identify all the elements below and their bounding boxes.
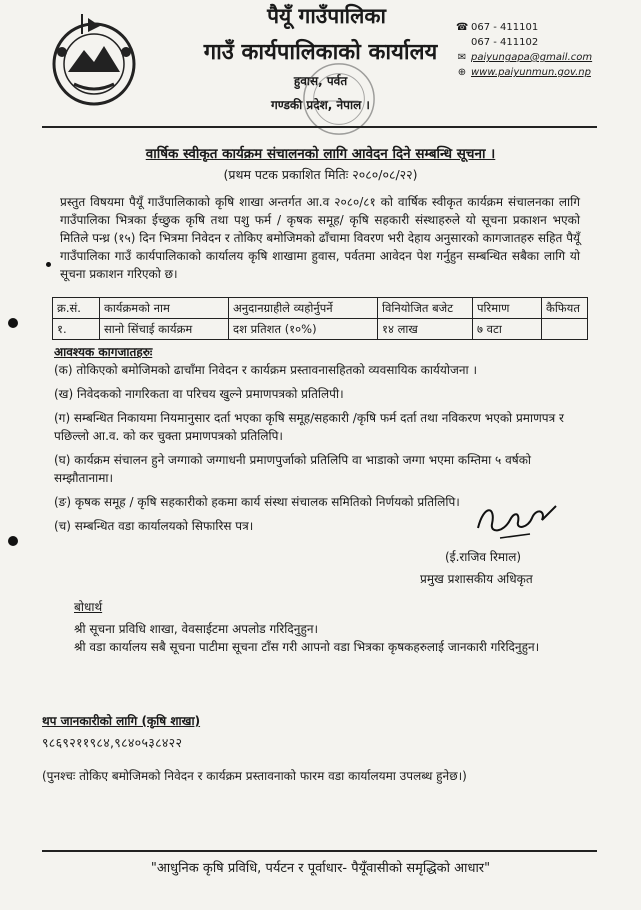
information-heading: बोधार्थ [74, 600, 103, 614]
phone-row [456, 20, 592, 35]
list-item: (क) तोकिएको बमोजिमको ढाचाँमा निवेदन र कार्यक्रम प्रस्तावनासहितको व्यवसायिक कार्ययोजना । [54, 363, 477, 377]
contact-block [456, 20, 592, 80]
municipality-name: पैयूँ गाउँपालिका [267, 4, 386, 28]
hole-punch-mark [46, 262, 51, 267]
cell-share: दश प्रतिशत (१०%) [229, 319, 378, 340]
col-header-budget: विनियोजित बजेट [378, 298, 473, 319]
list-item: (ख) निवेदकको नागरिकता वा परिचय खुल्ने प्रमाणपत्रको प्रतिलिपी। [54, 387, 344, 401]
program-table [52, 297, 588, 340]
phone-icon: ☎ [456, 22, 469, 33]
col-header-quantity: परिमाण [473, 298, 542, 319]
globe-icon: ⊕ [457, 67, 467, 78]
list-item: (च) सम्बन्धित वडा कार्यालयको सिफारिस पत्र। [54, 519, 254, 533]
col-header-program: कार्यक्रमको नाम [100, 298, 229, 319]
cell-program: सानो सिंचाई कार्यक्रम [100, 319, 229, 340]
office-name: गाउँ कार्यपालिकाको कार्यालय [203, 40, 438, 65]
table-header-row [53, 298, 588, 319]
handwritten-signature [470, 498, 560, 542]
cell-budget: १४ लाख [378, 319, 473, 340]
website-link[interactable]: www.paiyunmun.gov.np [471, 67, 591, 78]
list-item: श्री सूचना प्रविधि शाखा, वेवसाईटमा अपलोड गरिदिनुहुन। [74, 622, 319, 636]
header-divider [42, 126, 597, 128]
information-list [74, 620, 594, 656]
documents-heading: आवश्यक कागजातहरुः [54, 345, 153, 359]
publication-date: (प्रथम पटक प्रकाशित मितिः २०८०/०८/२२) [223, 167, 418, 182]
hole-punch-mark [8, 318, 18, 328]
contact-heading: थप जानकारीको लागि (कृषि शाखा) [42, 714, 201, 728]
postscript-note: (पुनश्चः तोकिए बमोजिमको निवेदन र कार्यक्रम प्रस्तावनाको फारम वडा कार्यालयमा उपलब्ध हुनेछ।) [42, 769, 467, 783]
col-header-share: अनुदानग्राहीले व्यहोर्नुपर्ने [229, 298, 378, 319]
contact-phones: ९८६९२११९८४,९८४०५३८४२२ [42, 735, 183, 750]
notice-body: प्रस्तुत विषयमा पैयूँ गाउँपालिकाको कृषि शाखा अन्तर्गत आ.व २०८०/८१ को वार्षिक स्वीकृत कार्यक्रम संचालनका लागि गाउँपालिका भित्रका ईच्छुक कृषि तथा पशु फर्म / कृषक समूह/ कृषि सहकारी संस्थाहरुले यो सूचना प्रकाशन भएको मितिले पन्ध्र (१५) दिन भित्रमा निवेदन र तोकिए बमोजिमको ढाँचामा विवरण भरी देहाय अनुसारको कागजातहरु सहित पैयूँ गाउँपालिका गाउँ कार्यपालिकाको कार्यालय कृषि शाखामा हुवास, पर्वतमा आवेदन पेश गर्नुहुन सम्बन्धित सबैका लागि यो सूचना प्रकाशन गरिएको छ। [60, 195, 580, 281]
phone-1: 067 - 411101 [471, 22, 539, 33]
col-header-sn: क्र.सं. [53, 298, 100, 319]
list-item: (ङ) कृषक समूह / कृषि सहकारीको हकमा कार्य संस्था संचालक समितिको निर्णयको प्रतिलिपि। [54, 495, 460, 509]
cell-sn: १. [53, 319, 100, 340]
col-header-remarks: कैफियत [542, 298, 588, 319]
cell-remarks [542, 319, 588, 340]
footer-slogan: "आधुनिक कृषि प्रविधि, पर्यटन र पूर्वाधार- पैयूँवासीको समृद्धिको आधार" [150, 861, 491, 876]
website-row [456, 65, 592, 80]
office-address: हुवास, पर्वत [293, 74, 348, 88]
cell-quantity: ७ वटा [473, 319, 542, 340]
list-item: श्री वडा कार्यालय सबै सूचना पाटीमा सूचना टाँस गरी आपनो वडा भित्रका कृषकहरुलाई जानकारी गरिदिनुहुन। [74, 640, 540, 654]
list-item: (घ) कार्यक्रम संचालन हुने जग्गाको जग्गाधनी प्रमाणपुर्जाको प्रतिलिपि वा भाडाको जग्गा भएमा कम्तिमा ५ वर्षको सम्झौतानामा। [54, 453, 532, 485]
signatory-name: (ई.राजिव रिमाल) [445, 550, 522, 564]
phone-2: 067 - 411102 [471, 37, 539, 48]
office-province: गण्डकी प्रदेश, नेपाल । [271, 98, 370, 112]
notice-title: वार्षिक स्वीकृत कार्यक्रम संचालनको लागि आवेदन दिने सम्बन्धि सूचना । [145, 146, 496, 162]
email-icon: ✉ [457, 52, 467, 63]
signatory-title: प्रमुख प्रशासकीय अधिकृत [420, 572, 533, 586]
footer-divider [42, 850, 597, 852]
table-row [53, 319, 588, 340]
email-link[interactable]: paiyungapa@gmail.com [471, 52, 593, 63]
hole-punch-mark [8, 536, 18, 546]
email-row [456, 50, 592, 65]
list-item: (ग) सम्बन्धित निकायमा नियमानुसार दर्ता भएका कृषि समूह/सहकारी /कृषि फर्म दर्ता तथा नविकरण भएको प्रमाणपत्र र पछिल्लो आ.व. को कर चुक्ता प्रमाणपत्रको प्रतिलिपि। [54, 411, 564, 443]
